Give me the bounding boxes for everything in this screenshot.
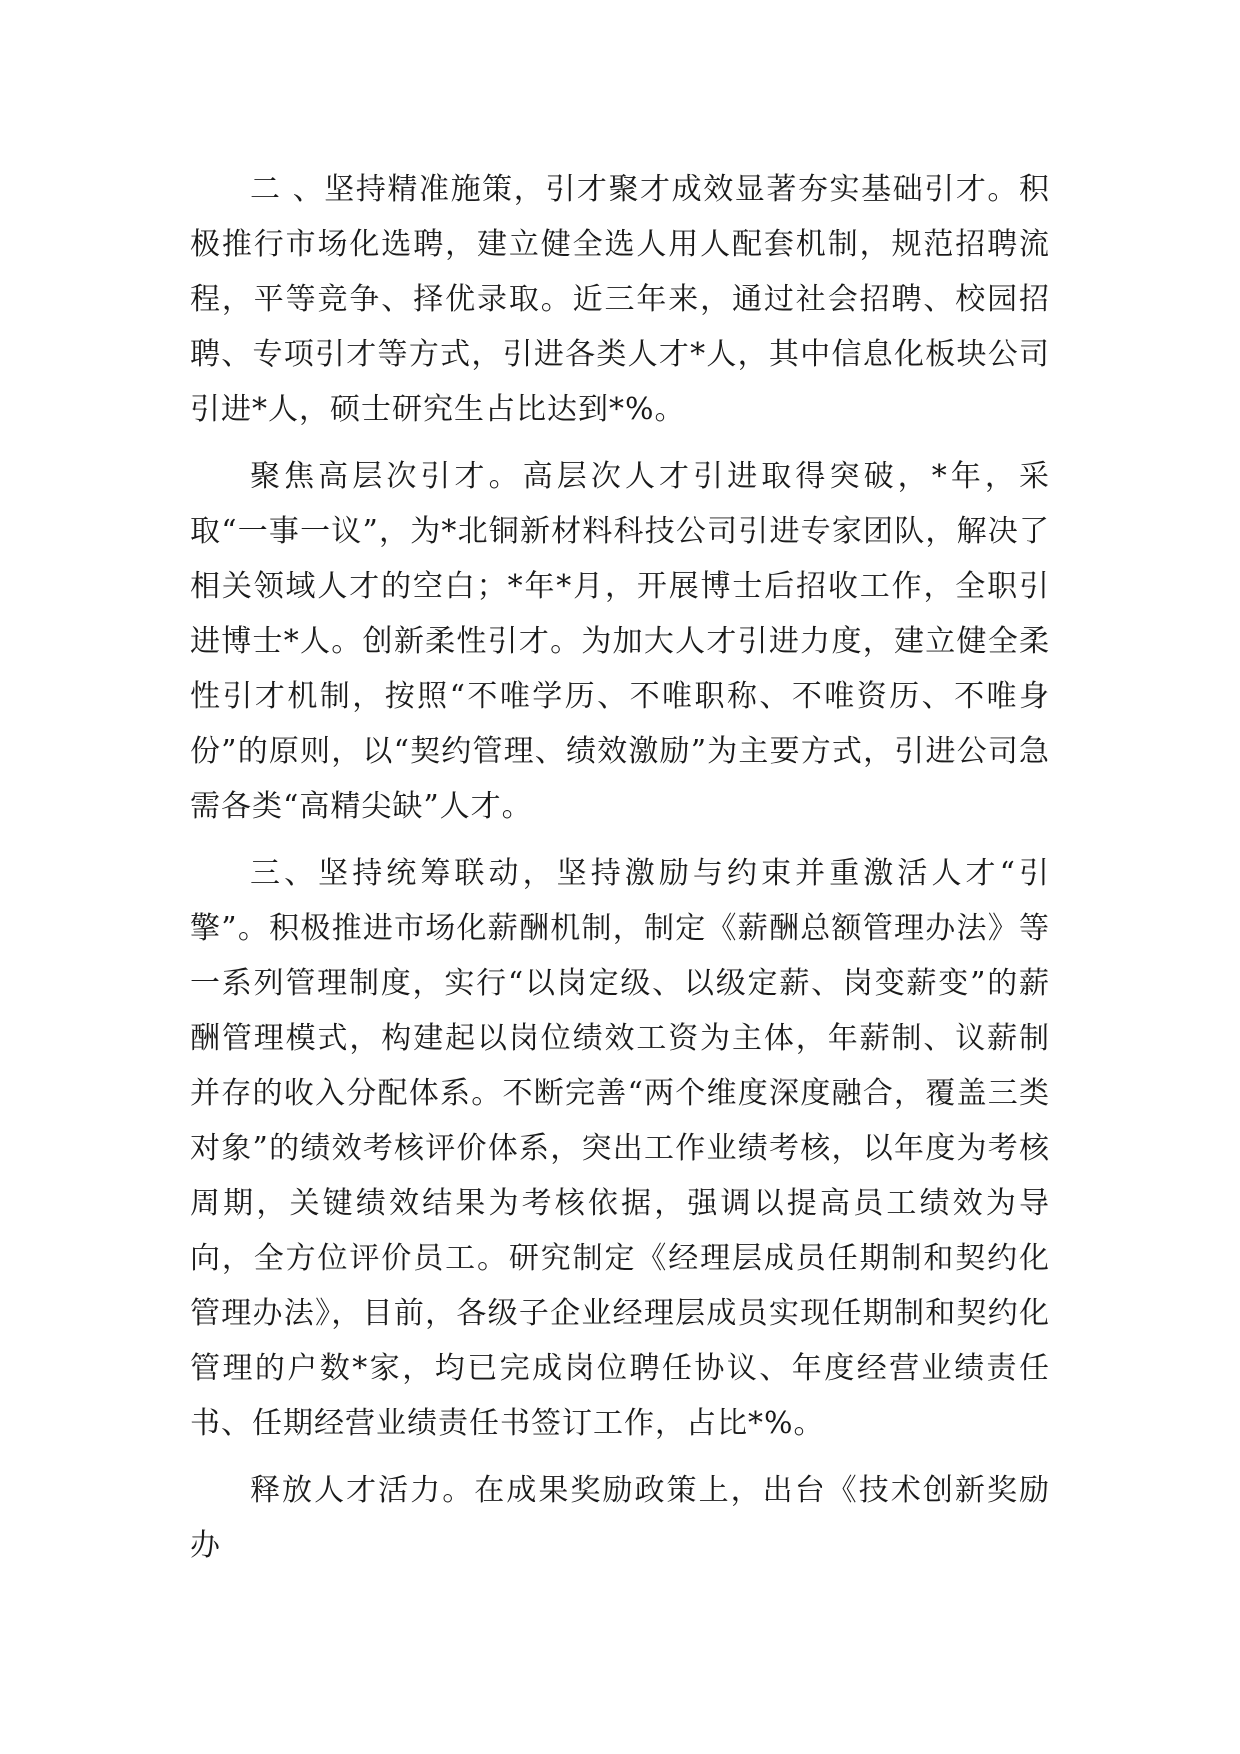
paragraph-talent-recruitment: 二 、坚持精准施策，引才聚才成效显著夯实基础引才。积极推行市场化选聘，建立健全选人用人配套机制，规范招聘流程，平等竞争、择优录取。近三年来，通过社会招聘、校园招聘、专项引才等方式，引进各类人才*人，其中信息化板块公司引进*人，硕士研究生占比达到*%。 [190,172,1050,427]
paragraph-talent-vitality: 释放人才活力。在成果奖励政策上，出台《技术创新奖励办 [190,1473,1050,1563]
paragraph-incentive-mechanism: 三、坚持统筹联动，坚持激励与约束并重激活人才“引擎”。积极推进市场化薪酬机制，制定《薪酬总额管理办法》等一系列管理制度，实行“以岗定级、以级定薪、岗变薪变”的薪酬管理模式，构建起以岗位绩效工资为主体，年薪制、议薪制并存的收入分配体系。不断完善“两个维度深度融合，覆盖三类对象”的绩效考核评价体系，突出工作业绩考核，以年度为考核周期，关键绩效结果为考核依据，强调以提高员工绩效为导向，全方位评价员工。研究制定《经理层成员任期制和契约化管理办法》，目前，各级子企业经理层成员实现任期制和契约化管理的户数*家，均已完成岗位聘任协议、年度经营业绩责任书、任期经营业绩责任书签订工作，占比*%。 [190,856,1050,1441]
document-body [190,162,1050,1585]
paragraph-high-level-talent: 聚焦高层次引才。高层次人才引进取得突破，*年，采取“一事一议”，为*北铜新材料科技公司引进专家团队，解决了相关领域人才的空白；*年*月，开展博士后招收工作，全职引进博士*人。创新柔性引才。为加大人才引进力度，建立健全柔性引才机制，按照“不唯学历、不唯职称、不唯资历、不唯身份”的原则，以“契约管理、绩效激励”为主要方式，引进公司急需各类“高精尖缺”人才。 [190,459,1050,824]
